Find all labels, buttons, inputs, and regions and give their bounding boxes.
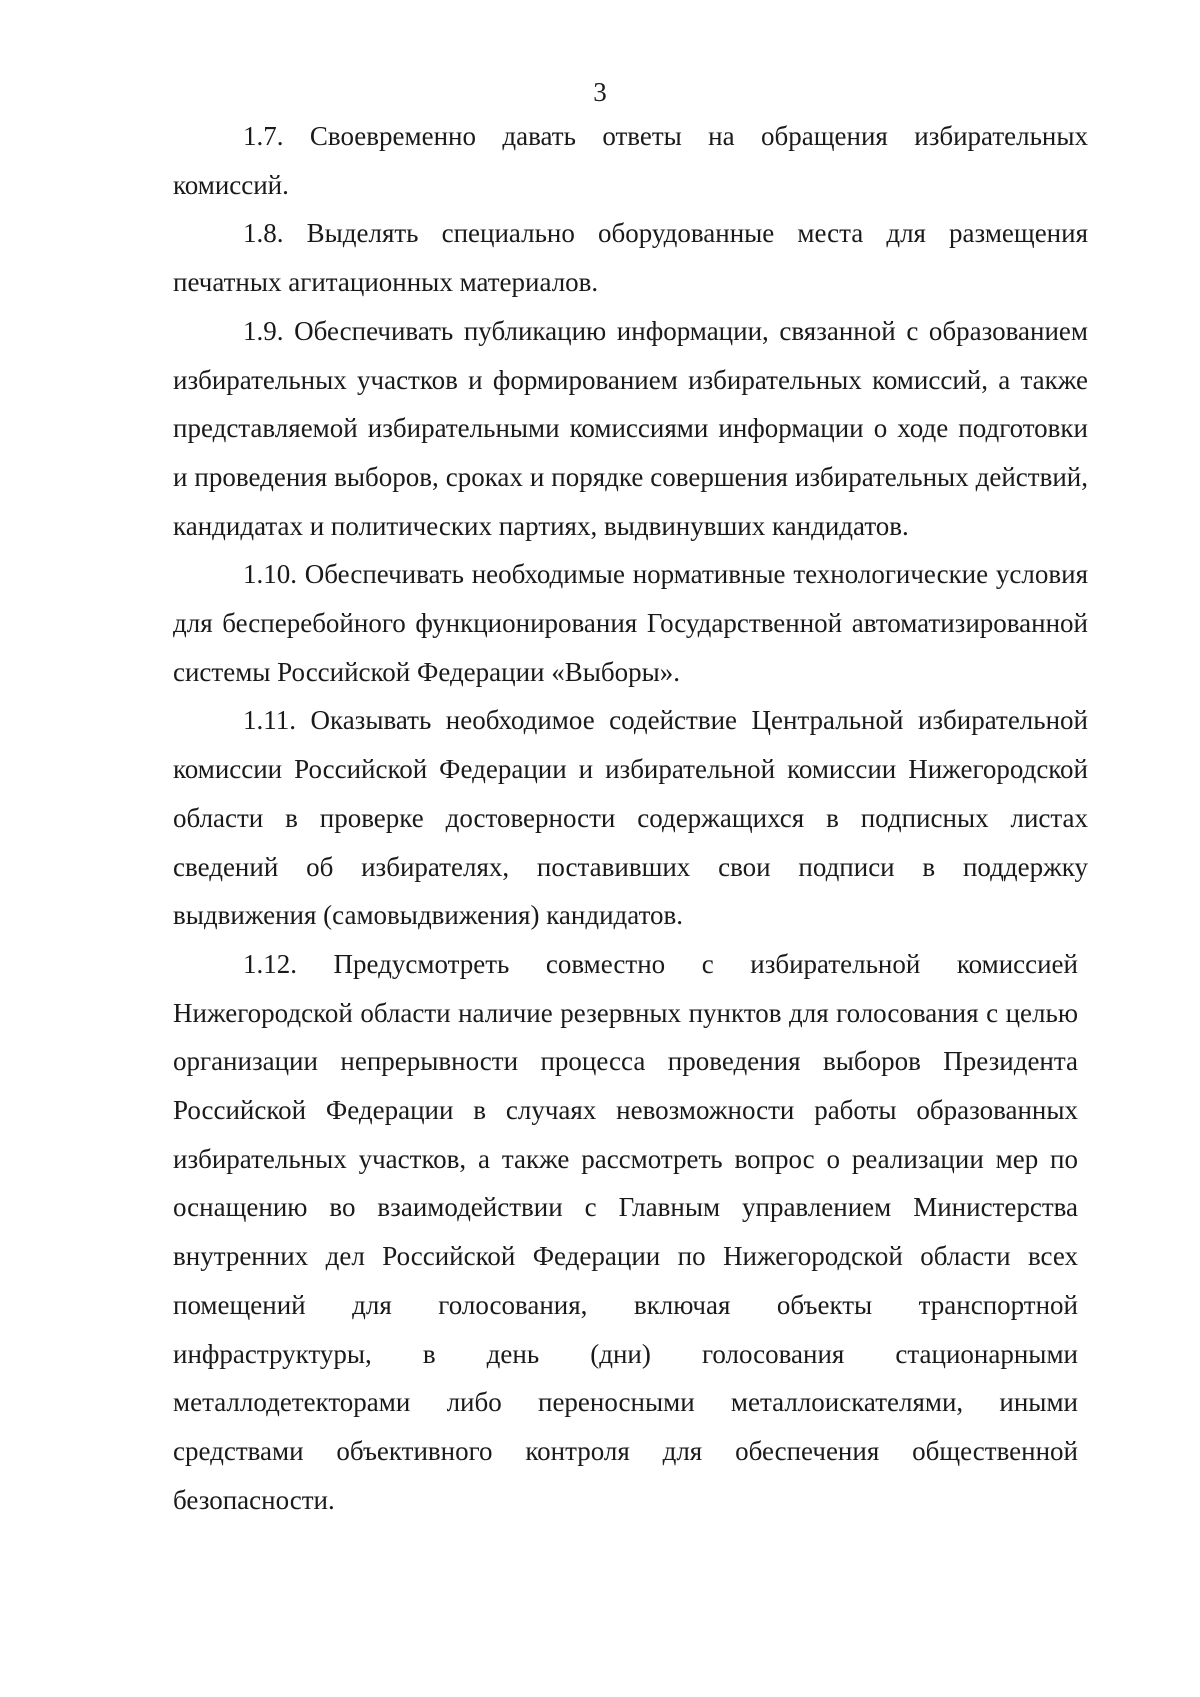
paragraph-1-8: 1.8. Выделять специально оборудованные места для размещения печатных агитационных материалов.	[173, 218, 1088, 298]
paragraph-1-10: 1.10. Обеспечивать необходимые нормативные технологические условия для бесперебойного функционирования Государственной автоматизированной системы Российской Федерации «Выборы».	[173, 559, 1088, 687]
paragraph-1-12: 1.12. Предусмотреть совместно с избирательной комиссией Нижегородской области наличие резервных пунктов для голосования с целью организации непрерывности процесса проведения выборов Президента Российской Федерации в случаях невозможности работы образованных избирательных участков, а также рассмотреть вопрос о реализации мер по оснащению во взаимодействии с Главным управлением Министерства внутренних дел Российской Федерации по Нижегородской области всех помещений для голосования, включая объекты транспортной инфраструктуры, в день (дни) голосования стационарными металлодетекторами либо переносными металлоискателями, иными средствами объективного контроля для обеспечения общественной безопасности.	[173, 948, 1078, 1515]
paragraph-1-9: 1.9. Обеспечивать публикацию информации, связанной с образованием избирательных участков и формированием избирательных комиссий, а также представляемой избирательными комиссиями информации о ходе подготовки и проведения выборов, сроках и порядке совершения избирательных действий, кандидатах и политических партиях, выдвинувших кандидатов.	[173, 315, 1088, 541]
page-number: 3	[593, 77, 607, 107]
document-body	[173, 112, 1088, 1524]
paragraph-1-11: 1.11. Оказывать необходимое содействие Центральной избирательной комиссии Российской Федерации и избирательной комиссии Нижегородской области в проверке достоверности содержащихся в подписных листах сведений об избирателях, поставивших свои подписи в поддержку выдвижения (самовыдвижения) кандидатов.	[173, 705, 1088, 931]
paragraph-1-7: 1.7. Своевременно давать ответы на обращения избирательных комиссий.	[173, 121, 1088, 200]
